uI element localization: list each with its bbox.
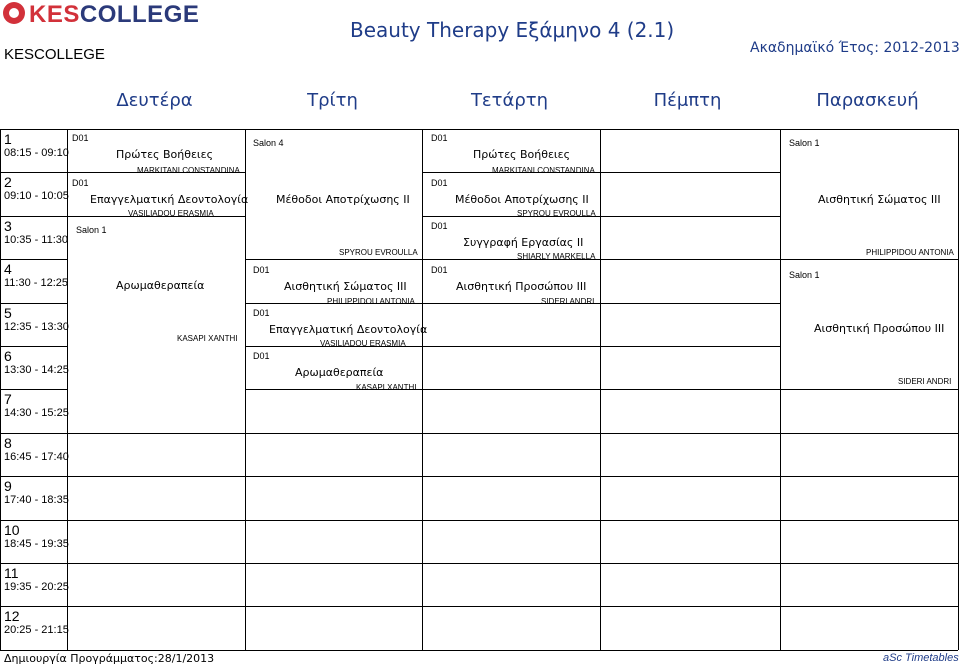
grid-hline xyxy=(600,259,780,260)
lesson-subject: Πρώτες Βοήθειες xyxy=(473,148,571,161)
period-number: 7 xyxy=(4,391,12,407)
grid-hline xyxy=(0,346,67,347)
grid-hline xyxy=(245,520,422,521)
grid-hline xyxy=(0,303,67,304)
grid-hline xyxy=(0,650,958,651)
grid-hline xyxy=(600,520,780,521)
college-logo xyxy=(3,2,203,26)
lesson-room: D01 xyxy=(431,133,448,143)
period-number: 1 xyxy=(4,131,12,147)
grid-hline xyxy=(245,476,422,477)
period-time: 09:10 - 10:05 xyxy=(4,190,69,202)
lesson-teacher: VASILIADOU ERASMIA xyxy=(320,339,406,348)
lesson-room: Salon 1 xyxy=(789,138,820,148)
period-number: 2 xyxy=(4,174,12,190)
lesson-room: D01 xyxy=(253,308,270,318)
period-time: 16:45 - 17:40 xyxy=(4,451,69,463)
grid-hline xyxy=(600,346,780,347)
grid-hline xyxy=(422,520,600,521)
lesson-teacher: MARKITANI CONSTANDINA xyxy=(492,166,595,175)
lesson-teacher: SIDERI ANDRI xyxy=(541,297,595,306)
grid-hline xyxy=(422,346,600,347)
period-time: 13:30 - 14:25 xyxy=(4,364,69,376)
lesson-teacher: KASAPI XANTHI xyxy=(177,334,238,343)
lesson-teacher: MARKITANI CONSTANDINA xyxy=(137,166,240,175)
grid-hline xyxy=(245,259,422,260)
period-time: 17:40 - 18:35 xyxy=(4,494,69,506)
grid-vline xyxy=(958,129,959,650)
lesson-subject: Αισθητική Προσώπου ΙΙΙ xyxy=(814,322,945,335)
grid-hline xyxy=(600,389,780,390)
lesson-room: Salon 1 xyxy=(76,225,107,235)
grid-hline xyxy=(0,433,67,434)
logo-text xyxy=(29,1,199,29)
day-header-thursday: Πέμπτη xyxy=(653,90,722,111)
period-time: 18:45 - 19:35 xyxy=(4,538,69,550)
grid-hline xyxy=(67,520,245,521)
grid-hline xyxy=(0,172,67,173)
grid-hline xyxy=(0,216,67,217)
lesson-room: D01 xyxy=(431,178,448,188)
lesson-teacher: SIDERI ANDRI xyxy=(898,377,952,386)
period-number: 9 xyxy=(4,478,12,494)
created-date: Δημιουργία Προγράμματος:28/1/2013 xyxy=(4,652,215,665)
period-number: 12 xyxy=(4,608,20,624)
grid-hline xyxy=(0,476,67,477)
grid-hline xyxy=(780,433,958,434)
grid-hline xyxy=(245,563,422,564)
period-number: 6 xyxy=(4,348,12,364)
logo-mark-icon xyxy=(3,2,25,24)
grid-hline xyxy=(780,563,958,564)
academic-year: Ακαδημαϊκό Έτος: 2012-2013 xyxy=(750,40,960,56)
period-time: 08:15 - 09:10 xyxy=(4,147,69,159)
lesson-room: D01 xyxy=(431,221,448,231)
lesson-subject: Επαγγελματική Δεοντολογία xyxy=(269,323,428,336)
period-number: 4 xyxy=(4,261,12,277)
grid-hline xyxy=(600,476,780,477)
lesson-teacher: PHILIPPIDOU ANTONIA xyxy=(866,248,954,257)
grid-hline xyxy=(780,606,958,607)
logo-text-college: COLLEGE xyxy=(79,1,200,28)
period-time: 20:25 - 21:15 xyxy=(4,624,69,636)
grid-hline xyxy=(422,433,600,434)
grid-hline xyxy=(0,129,958,130)
grid-hline xyxy=(600,216,780,217)
grid-hline xyxy=(67,476,245,477)
grid-hline xyxy=(422,563,600,564)
lesson-room: D01 xyxy=(72,133,89,143)
asc-brand: aSc Timetables xyxy=(883,652,959,664)
lesson-room: Salon 4 xyxy=(253,138,284,148)
grid-hline xyxy=(67,433,245,434)
grid-hline xyxy=(600,433,780,434)
lesson-room: D01 xyxy=(431,265,448,275)
grid-vline xyxy=(67,129,68,650)
grid-hline xyxy=(0,259,67,260)
grid-hline xyxy=(600,563,780,564)
period-number: 8 xyxy=(4,435,12,451)
lesson-subject: Μέθοδοι Αποτρίχωσης ΙΙ xyxy=(455,193,589,206)
period-number: 3 xyxy=(4,218,12,234)
lesson-subject: Μέθοδοι Αποτρίχωσης ΙΙ xyxy=(276,193,410,206)
lesson-teacher: KASAPI XANTHI xyxy=(356,383,417,392)
grid-hline xyxy=(780,259,958,260)
grid-hline xyxy=(600,303,780,304)
school-name: KESCOLLEGE xyxy=(4,46,105,63)
lesson-teacher: SPYROU EVROULLA xyxy=(517,209,596,218)
grid-hline xyxy=(0,563,67,564)
grid-hline xyxy=(600,172,780,173)
lesson-room: D01 xyxy=(253,351,270,361)
period-time: 11:30 - 12:25 xyxy=(4,277,69,289)
lesson-subject: Αρωμαθεραπεία xyxy=(116,279,205,292)
lesson-subject: Αισθητική Προσώπου ΙΙΙ xyxy=(456,280,587,293)
logo-text-kes: KES xyxy=(29,1,80,28)
grid-hline xyxy=(0,520,67,521)
grid-hline xyxy=(780,476,958,477)
lesson-subject: Πρώτες Βοήθειες xyxy=(116,148,214,161)
period-number: 5 xyxy=(4,305,12,321)
grid-hline xyxy=(422,606,600,607)
lesson-subject: Συγγραφή Εργασίας ΙΙ xyxy=(463,236,584,249)
lesson-teacher: SHIARLY MARKELLA xyxy=(517,252,596,261)
lesson-room: D01 xyxy=(72,178,89,188)
grid-hline xyxy=(422,476,600,477)
lesson-subject: Αρωμαθεραπεία xyxy=(295,366,384,379)
grid-hline xyxy=(67,606,245,607)
grid-hline xyxy=(422,389,600,390)
day-header-friday: Παρασκευή xyxy=(816,90,919,111)
day-header-wednesday: Τετάρτη xyxy=(470,90,549,111)
lesson-teacher: PHILIPPIDOU ANTONIA xyxy=(327,297,415,306)
lesson-subject: Αισθητική Σώματος ΙΙΙ xyxy=(284,280,407,293)
grid-hline xyxy=(780,389,958,390)
period-time: 10:35 - 11:30 xyxy=(4,234,69,246)
lesson-room: Salon 1 xyxy=(789,270,820,280)
lesson-subject: Επαγγελματική Δεοντολογία xyxy=(90,193,249,206)
lesson-teacher: VASILIADOU ERASMIA xyxy=(128,209,214,218)
grid-hline xyxy=(245,606,422,607)
grid-hline xyxy=(0,389,67,390)
grid-hline xyxy=(67,563,245,564)
period-number: 10 xyxy=(4,522,20,538)
period-number: 11 xyxy=(4,565,19,581)
grid-hline xyxy=(780,520,958,521)
lesson-teacher: SPYROU EVROULLA xyxy=(339,248,418,257)
lesson-room: D01 xyxy=(253,265,270,275)
grid-hline xyxy=(0,606,67,607)
period-time: 12:35 - 13:30 xyxy=(4,321,69,333)
page-title: Beauty Therapy Εξάμηνο 4 (2.1) xyxy=(350,18,675,42)
grid-hline xyxy=(245,433,422,434)
day-header-tuesday: Τρίτη xyxy=(307,90,358,111)
period-time: 19:35 - 20:25 xyxy=(4,581,69,593)
lesson-subject: Αισθητική Σώματος ΙΙΙ xyxy=(818,193,941,206)
period-time: 14:30 - 15:25 xyxy=(4,407,69,419)
day-header-monday: Δευτέρα xyxy=(116,90,193,111)
grid-hline xyxy=(600,606,780,607)
